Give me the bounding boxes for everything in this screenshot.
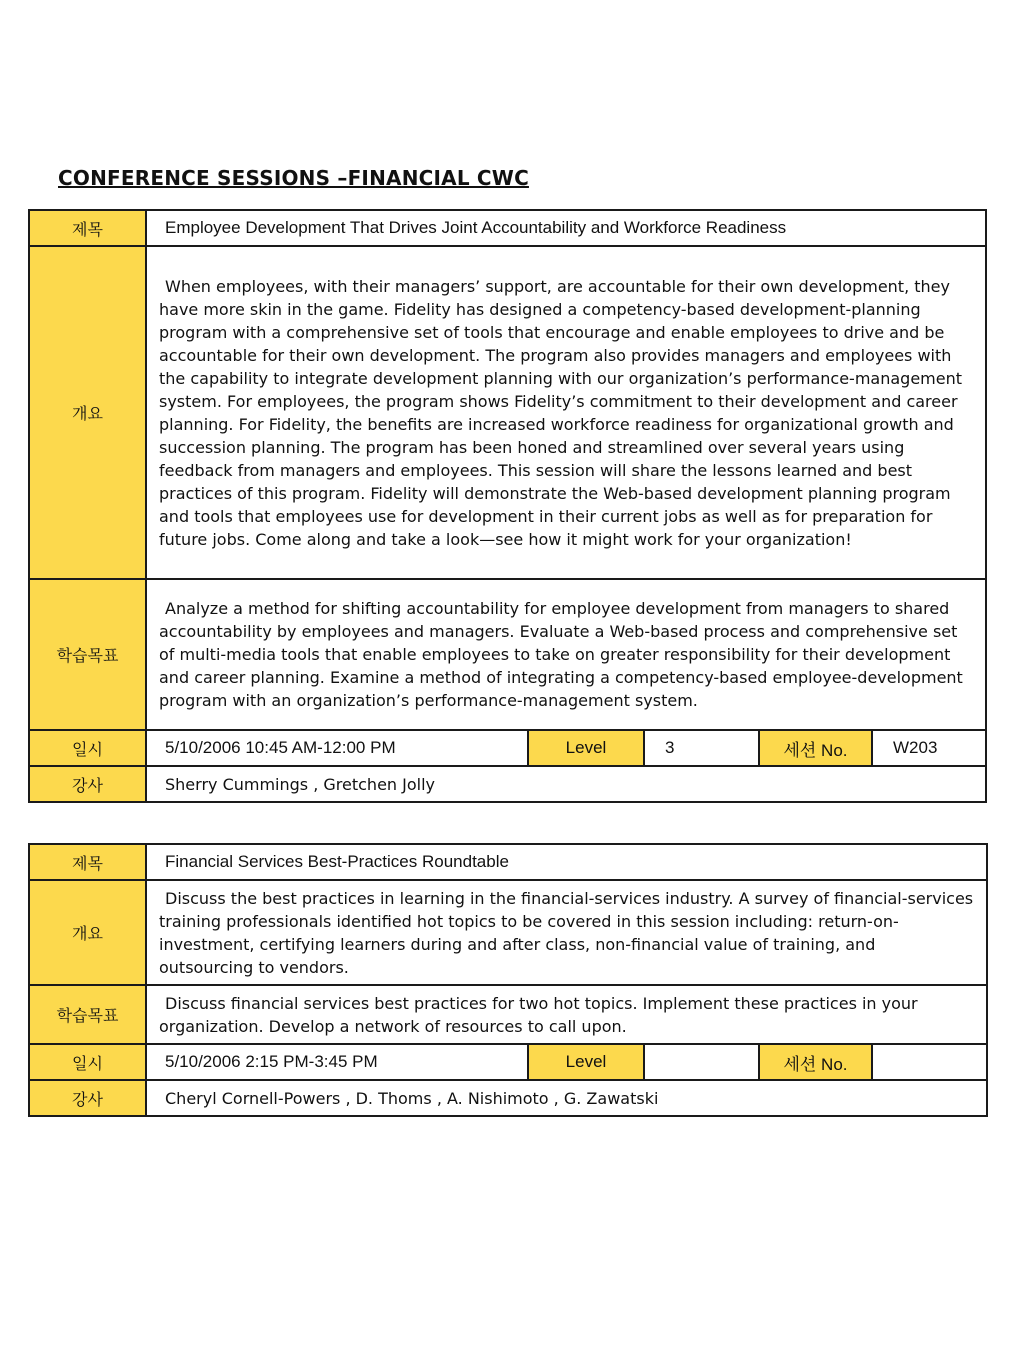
session-no-cell (872, 730, 986, 766)
overview-cell (146, 880, 987, 985)
title-row (29, 844, 987, 880)
objectives-cell (146, 579, 986, 730)
speaker-value: Cheryl Cornell-Powers , D. Thoms , A. Nishimoto , G. Zawatski (165, 1088, 659, 1108)
overview-text: Discuss the best practices in learning in the financial-services industry. A survey of financial-services training professionals identified hot topics to be covered in this session including: return-on-investment, certifying learners during and after class, non-financial value of training, and outsourcing to vendors. (159, 888, 974, 977)
session-table (28, 843, 988, 1117)
datetime-row (29, 730, 986, 766)
level-label: Level (528, 1044, 644, 1080)
datetime-cell (146, 730, 528, 766)
datetime-label: 일시 (29, 730, 146, 766)
datetime-label: 일시 (29, 1044, 146, 1080)
level-label: Level (528, 730, 644, 766)
datetime-value: 5/10/2006 10:45 AM-12:00 PM (165, 738, 396, 757)
level-cell (644, 730, 759, 766)
session-table (28, 209, 987, 803)
session-title-cell (146, 210, 986, 246)
level-value: 3 (665, 738, 675, 757)
speaker-label: 강사 (29, 1080, 146, 1116)
session-no-label: 세션 No. (759, 730, 872, 766)
session-title: Financial Services Best-Practices Roundtable (165, 852, 509, 871)
objectives-cell (146, 985, 987, 1044)
title-row (29, 210, 986, 246)
objectives-label: 학습목표 (29, 579, 146, 730)
session-title-cell (146, 844, 987, 880)
objectives-row (29, 985, 987, 1044)
overview-row (29, 880, 987, 985)
overview-label: 개요 (29, 246, 146, 579)
objectives-text: Discuss financial services best practices for two hot topics. Implement these practices in your organization. Develop a network of resources to call upon. (159, 993, 918, 1036)
level-cell (644, 1044, 759, 1080)
speaker-label: 강사 (29, 766, 146, 802)
title-label: 제목 (29, 210, 146, 246)
overview-cell (146, 246, 986, 579)
session-no-value: W203 (893, 738, 938, 757)
session-title: Employee Development That Drives Joint Accountability and Workforce Readiness (165, 218, 787, 237)
speaker-row (29, 1080, 987, 1116)
speaker-cell (146, 1080, 987, 1116)
overview-text: When employees, with their managers’ support, are accountable for their own development, they have more skin in the game. Fidelity has designed a competency-based development-planning program with a comprehensive set of tools that encourage and enable employees to drive and be accountable for their own development. The program also provides managers and employees with the capability to integrate development planning with our organization’s performance-management system. For employees, the program shows Fidelity’s commitment to their development and career planning. For Fidelity, the benefits are increased workforce readiness for organizational growth and succession planning. The program has been honed and streamlined over several years using feedback from managers and employees. This session will share the lessons learned and best practices of this program. Fidelity will demonstrate the Web-based development planning program and tools that employees use for development in their current jobs as well as for preparation for future jobs. Come along and take a look—see how it might work for your organization! (159, 276, 963, 549)
datetime-value: 5/10/2006 2:15 PM-3:45 PM (165, 1052, 378, 1071)
session-no-label: 세션 No. (759, 1044, 872, 1080)
objectives-text: Analyze a method for shifting accountability for employee development from managers to shared accountability by employees and managers. Evaluate a Web-based process and comprehensive set of multi-media tools that enable employees to take on greater responsibility for their development and career planning. Examine a method of integrating a competency-based employee-development program with an organization’s performance-management system. (159, 599, 963, 710)
objectives-row (29, 579, 986, 730)
speaker-value: Sherry Cummings , Gretchen Jolly (165, 774, 436, 794)
overview-row (29, 246, 986, 579)
datetime-row (29, 1044, 987, 1080)
overview-label: 개요 (29, 880, 146, 985)
title-label: 제목 (29, 844, 146, 880)
datetime-cell (146, 1044, 528, 1080)
speaker-row (29, 766, 986, 802)
objectives-label: 학습목표 (29, 985, 146, 1044)
session-no-cell (872, 1044, 987, 1080)
speaker-cell (146, 766, 986, 802)
page-title: CONFERENCE SESSIONS –FINANCIAL CWC (58, 166, 529, 190)
